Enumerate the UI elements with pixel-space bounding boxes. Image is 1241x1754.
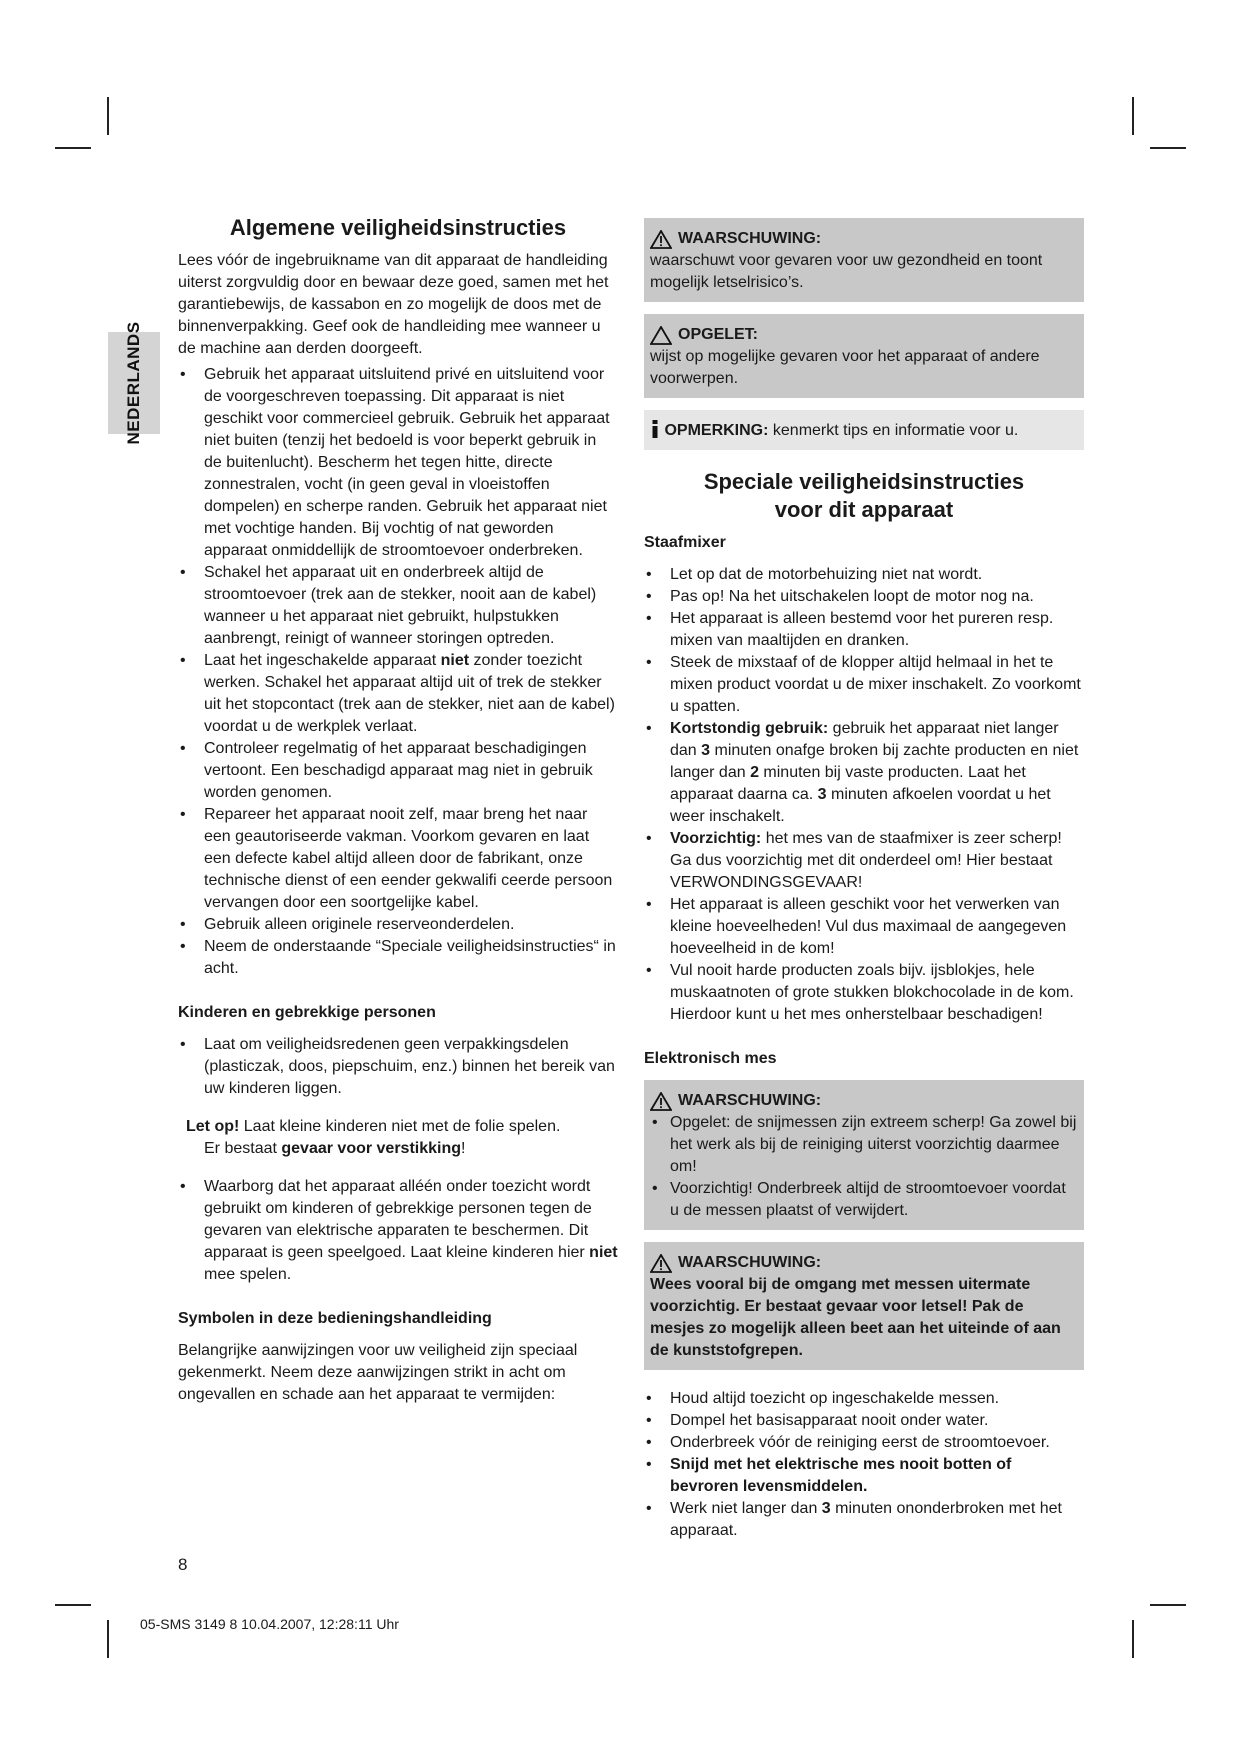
list-item: • Voorzichtig! Onderbreek altijd de stroomtoevoer voordat u de messen plaatst of verwijdert. (652, 1180, 1066, 1219)
list-item: • Houd altijd toezicht op ingeschakelde messen. (646, 1390, 1000, 1407)
list-item: • Steek de mixstaaf of de klopper altijd helmaal in het te mixen product voordat u de mixer inschakelt. Zo voorkomt u spatten. (646, 654, 1081, 715)
info-icon (650, 420, 660, 438)
warning-triangle-icon (650, 1254, 672, 1273)
list-item: • Controleer regelmatig of het apparaat beschadigingen vertoont. Een beschadigd apparaat mag niet in gebruik worden genomen. (180, 740, 593, 801)
intro-paragraph: Lees vóór de ingebruikname van dit apparaat de handleiding uiterst zorgvuldig door en bewaar deze goed, samen met het garantiebewijs, de kassabon en zo mogelijk de doos met de binnenverpakking. Geef ook de handleiding mee wanneer u de machine aan derden doorgeeft. (178, 252, 609, 357)
print-footer: 05-SMS 3149 8 10.04.2007, 12:28:11 Uhr (140, 1616, 399, 1632)
list-item: • Neem de onderstaande “Speciale veiligheidsinstructies“ in acht. (180, 938, 616, 977)
language-tab-label: NEDERLANDS (124, 321, 143, 445)
warning-triangle-icon (650, 230, 672, 249)
kids-bullet-list (178, 1034, 618, 1100)
note-title: OPMERKING: (664, 422, 769, 439)
warning-box-handling (644, 1242, 1084, 1370)
left-column (178, 214, 618, 1406)
warning-title: WAARSCHUWING: (678, 230, 822, 247)
crop-mark (1150, 147, 1186, 149)
list-item: • Waarborg dat het apparaat alléén onder toezicht wordt gebruikt om kinderen of gebrekkige personen tegen de gevaren van elektrische apparaten te beschermen. Dit apparaat is geen speelgoed. Laat kleine kinderen hier niet mee spelen. (180, 1178, 618, 1283)
kids-heading: Kinderen en gebrekkige personen (178, 1004, 436, 1021)
list-item: • Vul nooit harde producten zoals bijv. ijsblokjes, hele muskaatnoten of grote stukken blokchocolade in de kom. Hierdoor kunt u het mes onherstelbaar beschadigen! (646, 962, 1074, 1023)
warning-box-knife (644, 1080, 1084, 1230)
list-item: • Dompel het basisapparaat nooit onder water. (646, 1412, 989, 1429)
warning-title: WAARSCHUWING: (678, 1092, 822, 1109)
warning-box (644, 218, 1084, 302)
elektronisch-mes-heading: Elektronisch mes (644, 1050, 777, 1067)
section-title-general: Algemene veiligheidsinstructies (229, 215, 567, 240)
list-item: • Opgelet: de snijmessen zijn extreem scherp! Ga zowel bij het werk als bij de reiniging uiterst voorzichtig daarmee om! (652, 1114, 1077, 1175)
warning-title: WAARSCHUWING: (678, 1254, 822, 1271)
staafmixer-bullet-list (644, 564, 1084, 1026)
list-item: • Het apparaat is alleen bestemd voor het pureren resp. mixen van maaltijden en dranken. (646, 610, 1054, 649)
caution-box (644, 314, 1084, 398)
list-item: • Let op dat de motorbehuizing niet nat wordt. (646, 566, 983, 583)
general-bullet-list (178, 364, 618, 980)
crop-mark (1150, 1604, 1186, 1606)
list-item: • Het apparaat is alleen geschikt voor het verwerken van kleine hoeveelheden! Vul dus maximaal de aangegeven hoeveelheid in de kom! (646, 896, 1067, 957)
list-item: • Gebruik het apparaat uitsluitend privé en uitsluitend voor de voorgeschreven toepassing. Dit apparaat is niet geschikt voor commercieel gebruik. Gebruik het apparaat niet buiten (tenzij het bedoeld is voor beperkt gebruik in de buitenlucht). Bescherm het tegen hitte, directe zonnestralen, vocht (in geen geval in vloeistoffen dompelen) en scherpe randen. Gebruik het apparaat niet met vochtige handen. Bij vochtig of nat geworden apparaat onmiddellijk de stroomtoevoer onderbreken. (180, 366, 610, 559)
list-item: • Voorzichtig: het mes van de staafmixer is zeer scherp! Ga dus voorzichtig met dit onderdeel om! Hier bestaat VERWONDINGSGEVAAR! (646, 830, 1062, 891)
list-item: • Kortstondig gebruik: gebruik het apparaat niet langer dan 3 minuten onafge broken bij zachte producten en niet langer dan 2 minuten bij vaste producten. Laat het apparaat daarna ca. 3 minuten afkoelen voordat u het weer inschakelt. (646, 720, 1079, 825)
caution-title: OPGELET: (678, 326, 759, 343)
list-item: • Laat het ingeschakelde apparaat niet zonder toezicht werken. Schakel het apparaat altijd uit of trek de stekker uit het stopcontact (trek aan de stekker, niet aan de kabel) voordat u de werkplek verlaat. (180, 652, 615, 735)
list-item: • Repareer het apparaat nooit zelf, maar breng het naar een geautoriseerde vakman. Voorkom gevaren en laat een defecte kabel altijd alleen door de fabrikant, onze technische dienst of een eender gekwalifi ceerde persoon vervangen door een soortgelijke kabel. (180, 806, 613, 911)
staafmixer-heading: Staafmixer (644, 534, 726, 551)
right-column (644, 218, 1084, 1542)
warning-text: Wees vooral bij de omgang met messen uitermate voorzichtig. Er bestaat gevaar voor letsel! Pak de mesjes zo mogelijk alleen beet aan het uiteinde of aan de kunststofgrepen. (650, 1276, 1061, 1359)
crop-mark (55, 1604, 91, 1606)
crop-mark (107, 97, 109, 135)
symbols-paragraph: Belangrijke aanwijzingen voor uw veiligheid zijn speciaal gekenmerkt. Neem deze aanwijzingen strikt in acht om ongevallen en schade aan het apparaat te vermijden: (178, 1342, 578, 1403)
list-item: • Laat om veiligheidsredenen geen verpakkingsdelen (plasticzak, doos, piepschuim, enz.) binnen het bereik van uw kinderen liggen. (180, 1036, 615, 1097)
list-item: • Werk niet langer dan 3 minuten ononderbroken met het apparaat. (646, 1500, 1062, 1539)
section-title-special: Speciale veiligheidsinstructies voor dit apparaat (703, 469, 1025, 522)
note-box (644, 410, 1084, 450)
page-number: 8 (178, 1555, 188, 1574)
crop-mark (55, 147, 91, 149)
kids-bullet-list-2 (178, 1176, 618, 1286)
letop-note: Let op! Laat kleine kinderen niet met de folie spelen. Er bestaat gevaar voor verstikking! (186, 1118, 561, 1157)
warning-text: waarschuwt voor gevaren voor uw gezondheid en toont mogelijk letselrisico’s. (650, 252, 1043, 291)
list-item: • Onderbreek vóór de reiniging eerst de stroomtoevoer. (646, 1434, 1050, 1451)
symbols-heading: Symbolen in deze bedieningshandleiding (178, 1310, 492, 1327)
caution-triangle-icon (650, 326, 672, 345)
warning-triangle-icon (650, 1092, 672, 1111)
list-item: • Snijd met het elektrische mes nooit botten of bevroren levensmiddelen. (646, 1456, 1012, 1495)
list-item: • Gebruik alleen originele reserveonderdelen. (180, 916, 515, 933)
caution-text: wijst op mogelijke gevaren voor het apparaat of andere voorwerpen. (650, 348, 1040, 387)
crop-mark (107, 1620, 109, 1658)
list-item: • Pas op! Na het uitschakelen loopt de motor nog na. (646, 588, 1034, 605)
crop-mark (1132, 97, 1134, 135)
note-text: kenmerkt tips en informatie voor u. (768, 422, 1019, 439)
list-item: • Schakel het apparaat uit en onderbreek altijd de stroomtoevoer (trek aan de stekker, nooit aan de kabel) wanneer u het apparaat niet gebruikt, hulpstukken aanbrengt, reinigt of wanneer storingen optreden. (180, 564, 597, 647)
language-tab (108, 321, 160, 445)
final-bullet-list (644, 1388, 1084, 1542)
crop-mark (1132, 1620, 1134, 1658)
